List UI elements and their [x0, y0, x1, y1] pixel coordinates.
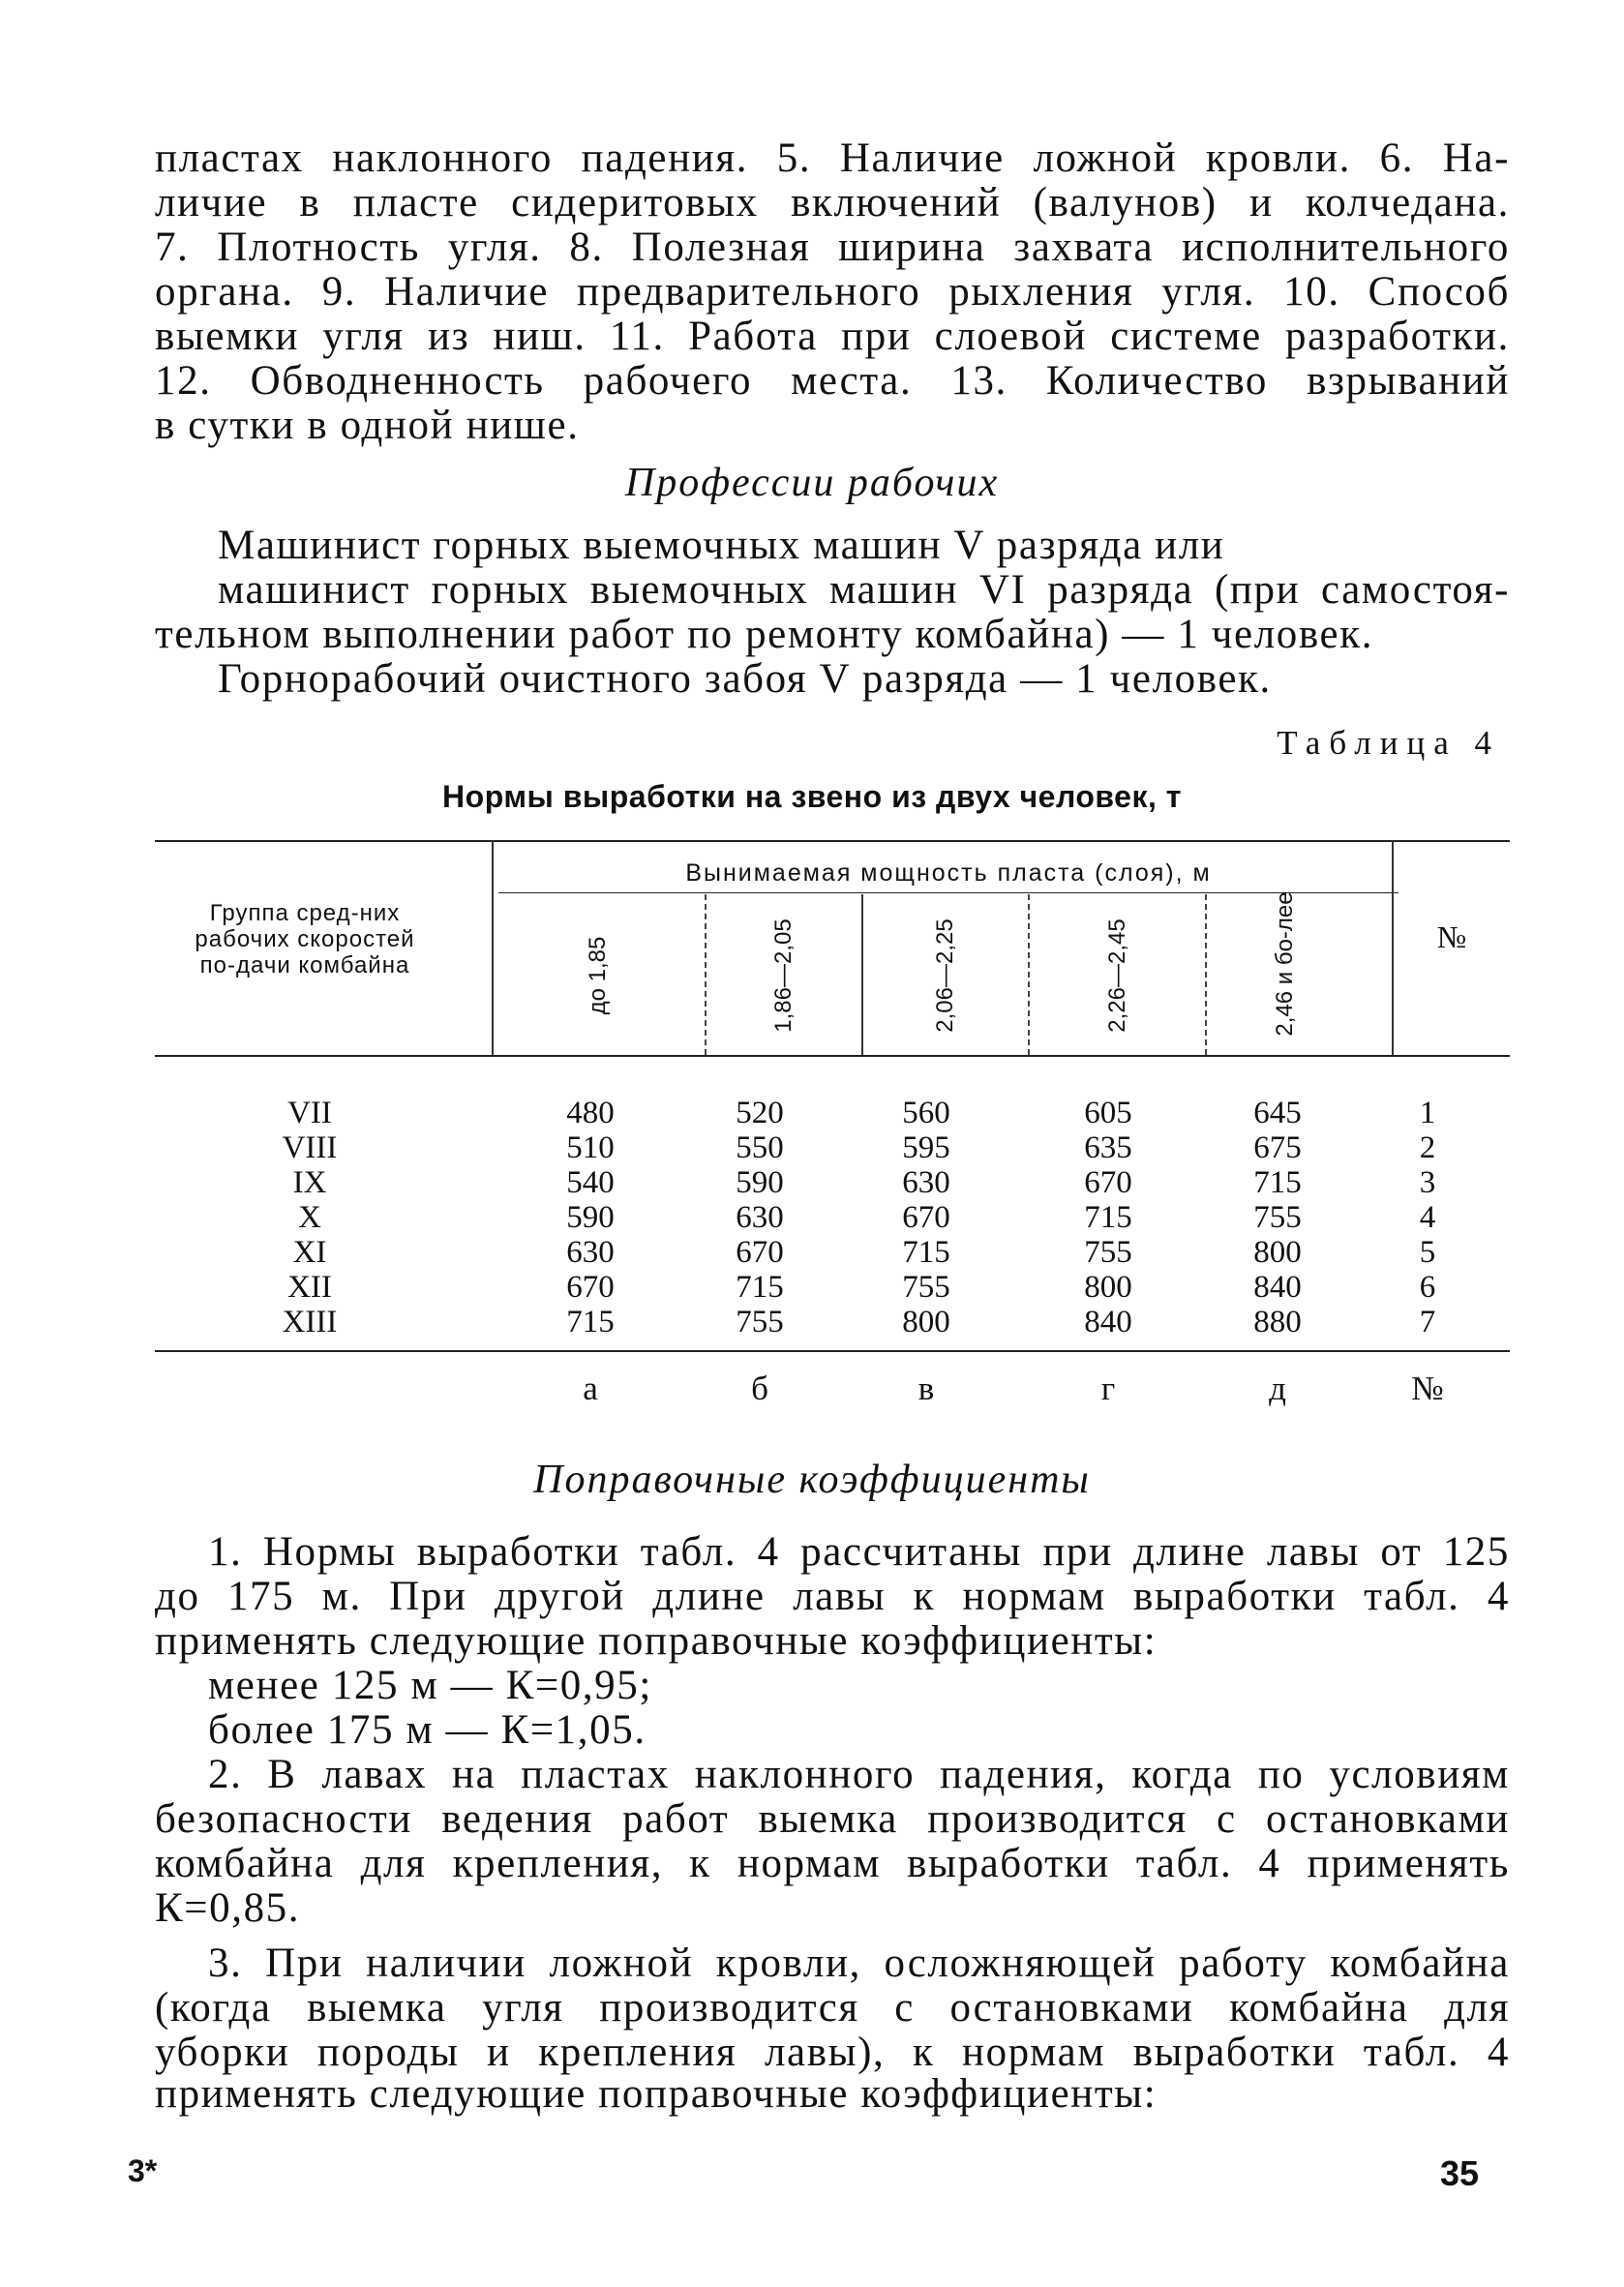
table-cell: 715: [1253, 1165, 1302, 1200]
text-line: Машинист горных выемочных машин V разряда или: [218, 523, 1225, 568]
text-line: 1. Нормы выработки табл. 4 рассчитаны при длине лавы от 125: [208, 1529, 1510, 1575]
column-letter: №: [1411, 1369, 1444, 1407]
table-cell: XII: [287, 1270, 332, 1305]
column-divider: [1205, 894, 1207, 1055]
group-header: Группа сред-них рабочих скоростей по-дачи комбайна: [195, 900, 415, 978]
thickness-header-1: до 1,85: [585, 936, 611, 1015]
professions-heading: Профессии рабочих: [624, 461, 1000, 505]
table-top-rule: [155, 840, 1510, 842]
text-line: тельном выполнении работ по ремонту комбайна) — 1 человек.: [155, 612, 1374, 657]
table-label: Таблица 4: [1277, 724, 1500, 762]
column-divider: [1028, 894, 1030, 1055]
table-column-b: [707, 1096, 813, 1339]
text-line: 3. При наличии ложной кровли, осложняющей работу комбайна: [208, 1941, 1510, 1986]
table-cell: 715: [1084, 1200, 1132, 1235]
column-letter: г: [1100, 1369, 1116, 1407]
table-cell: 3: [1419, 1165, 1436, 1200]
text-line: до 175 м. При другой длине лавы к нормам выработки табл. 4: [155, 1574, 1510, 1619]
table-cell: 2: [1419, 1130, 1436, 1165]
table-cell: VIII: [282, 1130, 338, 1165]
text-line: (когда выемка угля производится с остановками комбайна для: [155, 1985, 1510, 2031]
table-cell: 800: [902, 1305, 950, 1339]
table-cell: VII: [287, 1096, 332, 1130]
text-line: уборки породы и крепления лавы), к нормам выработки табл. 4: [155, 2030, 1510, 2075]
table-cell: 630: [566, 1235, 615, 1270]
table-title: Нормы выработки на звено из двух человек, т: [442, 779, 1182, 814]
text-line: Горнорабочий очистного забоя V разряда — 1 человек.: [218, 656, 1272, 702]
table-cell: 800: [1253, 1235, 1302, 1270]
number-header: №: [1436, 919, 1467, 954]
thickness-header-4: 2,26—2,45: [1104, 918, 1130, 1033]
table-cell: 715: [902, 1235, 950, 1270]
signature-mark: 3*: [128, 2153, 158, 2188]
table-cell: 670: [566, 1270, 615, 1305]
table-cell: 715: [736, 1270, 784, 1305]
text-line: 12. Обводненность рабочего места. 13. Количество взрываний: [155, 358, 1510, 404]
table-cell: 540: [566, 1165, 615, 1200]
text-line: 7. Плотность угля. 8. Полезная ширина захвата исполнительного: [155, 225, 1510, 270]
table-cell: 520: [736, 1096, 784, 1130]
table-cell: XI: [292, 1235, 327, 1270]
column-letter: б: [751, 1369, 768, 1407]
column-letter: д: [1269, 1369, 1286, 1407]
coefficients-heading: Поправочные коэффициенты: [533, 1458, 1091, 1502]
text-line: органа. 9. Наличие предварительного рыхления угля. 10. Способ: [155, 269, 1510, 315]
table-cell: 755: [736, 1305, 784, 1339]
table-column-d: [1224, 1096, 1331, 1339]
text-line: в сутки в одной нише.: [155, 403, 580, 448]
text-line: 2. В лавах на пластах наклонного падения, когда по условиям: [208, 1752, 1510, 1797]
table-cell: 480: [566, 1096, 615, 1130]
table-cell: 635: [1084, 1130, 1132, 1165]
table-column-a: [537, 1096, 644, 1339]
column-divider: [492, 840, 494, 1055]
thickness-span-header: Вынимаемая мощность пласта (слоя), м: [685, 859, 1212, 887]
table-cell: IX: [292, 1165, 327, 1200]
table-cell: 550: [736, 1130, 784, 1165]
column-divider: [705, 894, 707, 1055]
text-line: комбайна для крепления, к нормам выработки табл. 4 применять: [155, 1841, 1510, 1886]
table-cell: X: [298, 1200, 321, 1235]
table-cell: 840: [1084, 1305, 1132, 1339]
table-column-groups: [237, 1096, 382, 1339]
column-letter: а: [583, 1369, 598, 1407]
table-cell: 4: [1419, 1200, 1436, 1235]
table-cell: 670: [1084, 1165, 1132, 1200]
table-cell: 590: [736, 1165, 784, 1200]
table-cell: 6: [1419, 1270, 1436, 1305]
table-column-number: [1389, 1096, 1466, 1339]
column-divider: [861, 894, 863, 1055]
table-cell: 630: [902, 1165, 950, 1200]
text-line: машинист горных выемочных машин VI разряда (при самостоя-: [218, 567, 1510, 613]
page-number: 35: [1439, 2153, 1479, 2193]
table-cell: 840: [1253, 1270, 1302, 1305]
table-cell: 7: [1419, 1305, 1436, 1339]
column-letter: в: [917, 1369, 935, 1407]
text-line: К=0,85.: [155, 1885, 301, 1931]
table-cell: 880: [1253, 1305, 1302, 1339]
text-line: безопасности ведения работ выемка производится с остановками: [155, 1796, 1510, 1842]
table-cell: 630: [736, 1200, 784, 1235]
table-cell: 560: [902, 1096, 950, 1130]
table-cell: 590: [566, 1200, 615, 1235]
text-line: более 175 м — К=1,05.: [208, 1707, 647, 1753]
text-line: применять следующие поправочные коэффициенты:: [155, 1618, 1158, 1664]
text-line: личие в пласте сидеритовых включений (валунов) и колчедана.: [155, 180, 1510, 226]
table-column-g: [1055, 1096, 1161, 1339]
table-cell: 755: [1084, 1235, 1132, 1270]
table-cell: 800: [1084, 1270, 1132, 1305]
table-cell: 670: [902, 1200, 950, 1235]
span-header-rule: [498, 892, 1398, 893]
table-cell: 755: [902, 1270, 950, 1305]
thickness-header-5: 2,46 и бо-лее: [1272, 891, 1298, 1037]
thickness-header-3: 2,06—2,25: [932, 918, 958, 1033]
text-line: пластах наклонного падения. 5. Наличие ложной кровли. 6. На-: [155, 135, 1510, 181]
table-cell: 1: [1419, 1096, 1436, 1130]
thickness-header-2: 1,86—2,05: [770, 918, 797, 1033]
table-cell: 755: [1253, 1200, 1302, 1235]
table-cell: XIII: [282, 1305, 338, 1339]
table-cell: 715: [566, 1305, 615, 1339]
table-cell: 595: [902, 1130, 950, 1165]
text-line: выемки угля из ниш. 11. Работа при слоевой системе разработки.: [155, 314, 1510, 359]
table-header-rule: [155, 1055, 1510, 1057]
table-cell: 5: [1419, 1235, 1436, 1270]
table-cell: 605: [1084, 1096, 1132, 1130]
table-cell: 510: [566, 1130, 615, 1165]
table-bottom-rule: [155, 1350, 1510, 1352]
table-cell: 670: [736, 1235, 784, 1270]
table-cell: 675: [1253, 1130, 1302, 1165]
text-line: применять следующие поправочные коэффициенты:: [155, 2071, 1158, 2117]
text-line: менее 125 м — К=0,95;: [208, 1663, 652, 1708]
table-column-v: [873, 1096, 979, 1339]
table-cell: 645: [1253, 1096, 1302, 1130]
